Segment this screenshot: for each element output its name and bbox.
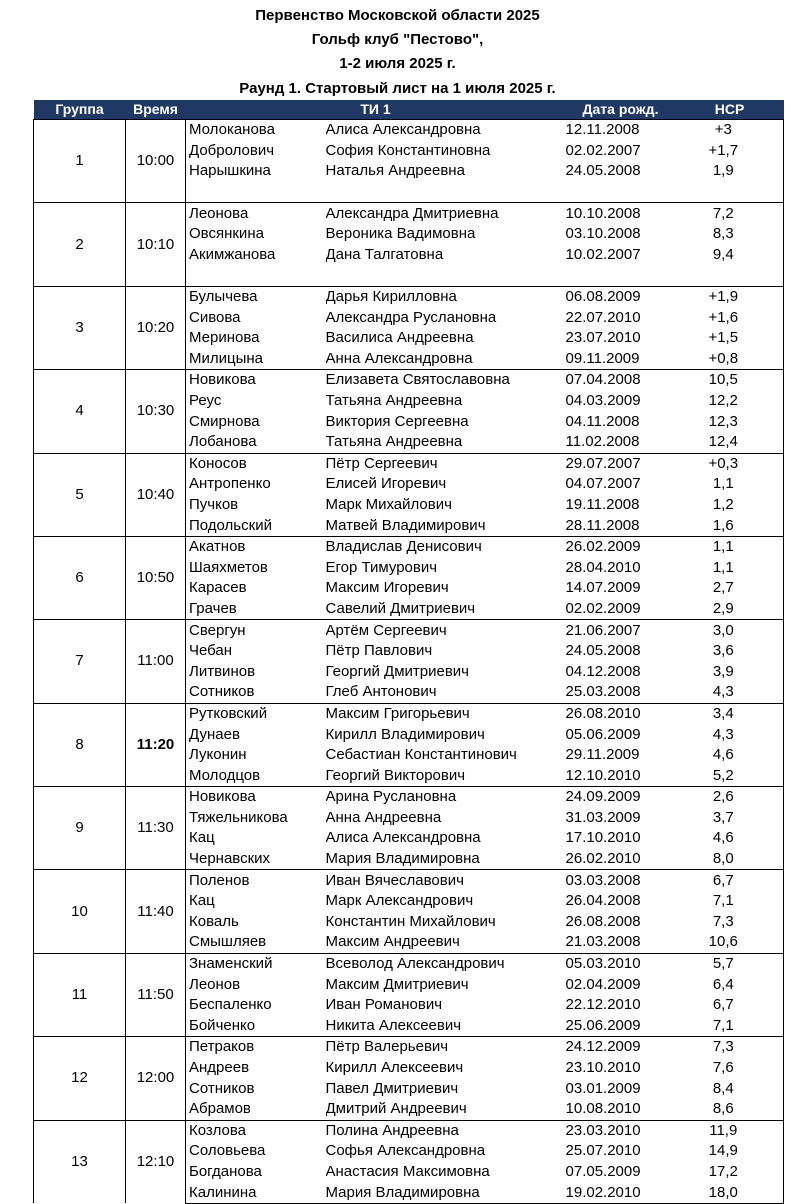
player-first-name: Алиса Александровна [326,120,566,141]
player-birth-date: 23.07.2010 [565,329,641,347]
table-row [34,370,784,391]
player-last-name: Новикова [186,370,326,391]
player-first-name: Пётр Павлович [325,642,433,660]
player-last-name: Соловьева [189,1142,266,1160]
player-last-name: Акатнов [186,536,326,557]
player-handicap: 2,7 [676,578,784,599]
player-birth-date: 28.11.2008 [565,516,640,534]
player-first-name: Мария Владимировна [326,1182,566,1203]
player-birth-date: 04.11.2008 [565,412,640,430]
group-number: 4 [34,370,126,453]
group-number: 7 [34,620,126,703]
tee-time: 10:40 [126,453,186,536]
empty-cell [676,265,784,286]
player-handicap: 4,3 [676,682,784,703]
tee-time: 10:30 [126,370,186,453]
table-row [34,203,784,224]
player-last-name: Смирнова [189,412,260,430]
empty-cell [326,265,566,286]
tee-time: 11:40 [126,870,186,953]
player-last-name: Литвинов [189,662,256,680]
player-handicap: 1,9 [676,161,784,182]
table-body [34,120,784,1204]
group-number: 6 [34,536,126,619]
table-row [34,870,784,891]
player-handicap: 3,7 [676,808,784,829]
player-last-name: Богданова [189,1162,262,1180]
player-handicap: 7,3 [676,912,784,933]
player-birth-date: 23.10.2010 [565,1059,641,1077]
tee-time: 10:20 [126,286,186,369]
player-handicap: 11,9 [676,1120,784,1141]
player-last-name: Леонов [189,975,241,993]
round-title: Раунд 1. Стартовый лист на 1 июля 2025 г. [239,80,556,97]
player-handicap: 1,6 [676,515,784,536]
player-last-name: Реус [189,392,222,410]
player-birth-date: 26.08.2010 [566,703,676,724]
player-last-name: Сотников [189,683,255,701]
player-last-name: Андреев [189,1059,250,1077]
empty-cell [186,182,326,203]
player-first-name: Елисей Игоревич [325,475,447,493]
player-handicap: 3,9 [676,661,784,682]
player-handicap: +3 [676,120,784,141]
player-first-name: Татьяна Андреевна [325,433,463,451]
group-number: 9 [34,787,126,870]
player-handicap: 6,4 [676,974,784,995]
player-last-name: Кац [189,829,215,847]
player-handicap: 3,4 [676,703,784,724]
player-first-name: Артём Сергеевич [326,620,566,641]
empty-cell [186,265,326,286]
player-last-name: Акимжанова [189,245,276,263]
player-handicap: 1,1 [676,536,784,557]
player-handicap: 17,2 [676,1162,784,1183]
player-birth-date: 03.03.2008 [566,870,676,891]
player-first-name: Максим Григорьевич [326,703,566,724]
player-handicap: +1,9 [676,286,784,307]
tee-time: 10:10 [126,203,186,286]
tee-time: 12:10 [126,1120,186,1203]
player-birth-date: 25.06.2009 [565,1016,641,1034]
player-handicap: 12,3 [676,411,784,432]
player-first-name: Александра Руслановна [325,308,497,326]
group-number: 8 [34,703,126,786]
player-last-name: Леонова [186,203,326,224]
player-birth-date: 06.08.2009 [566,286,676,307]
table-row [34,1037,784,1058]
group-number: 3 [34,286,126,369]
player-first-name: Кирилл Алексеевич [325,1059,464,1077]
player-birth-date: 10.02.2007 [565,245,641,263]
table-row [34,453,784,474]
table-row [34,703,784,724]
player-birth-date: 31.03.2009 [565,808,641,826]
group-number: 5 [34,453,126,536]
player-first-name: Мария Владимировна [325,850,480,868]
player-handicap: 7,2 [676,203,784,224]
empty-cell [326,182,566,203]
player-handicap: 4,6 [676,745,784,766]
player-first-name: Александра Дмитриевна [326,203,566,224]
player-first-name: Софья Александровна [325,1142,486,1160]
player-handicap: 2,9 [676,599,784,620]
group-number: 12 [34,1037,126,1120]
player-first-name: Полина Андреевна [326,1120,566,1141]
player-first-name: Вероника Вадимовна [325,225,476,243]
table-header-row [34,100,784,120]
player-birth-date: 19.02.2010 [566,1182,676,1203]
player-first-name: Виктория Сергеевна [325,412,469,430]
player-handicap: +1,5 [676,328,784,349]
table-row [34,536,784,557]
player-first-name: Татьяна Андреевна [325,392,463,410]
player-birth-date: 19.11.2008 [565,495,640,513]
player-handicap: 10,6 [676,932,784,953]
player-handicap: 1,2 [676,495,784,516]
player-last-name: Грачев [189,599,237,617]
player-last-name: Меринова [189,329,260,347]
player-birth-date: 24.09.2009 [566,787,676,808]
player-first-name: Марк Александрович [325,892,474,910]
player-last-name: Беспаленко [189,996,272,1014]
player-birth-date: 10.08.2010 [565,1100,641,1118]
empty-cell [566,182,676,203]
player-last-name: Поленов [186,870,326,891]
player-first-name: Иван Вячеславович [326,870,566,891]
player-birth-date: 21.06.2007 [566,620,676,641]
player-handicap: +1,6 [676,307,784,328]
player-first-name: Василиса Андреевна [325,329,474,347]
player-birth-date: 26.04.2008 [565,892,641,910]
player-handicap: 4,3 [676,724,784,745]
player-handicap: 14,9 [676,1141,784,1162]
player-last-name: Свергун [186,620,326,641]
player-handicap: 10,5 [676,370,784,391]
player-birth-date: 10.10.2008 [566,203,676,224]
tee-time: 10:50 [126,536,186,619]
player-handicap: 1,1 [676,557,784,578]
player-last-name: Чернавских [189,850,271,868]
player-last-name: Пучков [189,495,239,513]
tee-time: 11:30 [126,787,186,870]
player-birth-date: 04.12.2008 [565,662,641,680]
player-last-name: Новикова [186,787,326,808]
player-handicap: +0,3 [676,453,784,474]
player-handicap: 8,0 [676,849,784,870]
player-first-name: Марк Михайлович [325,495,452,513]
group-number: 2 [34,203,126,286]
player-handicap: 6,7 [676,870,784,891]
player-first-name: Павел Дмитриевич [325,1079,459,1097]
player-handicap: 5,2 [676,765,784,786]
player-birth-date: 03.01.2009 [565,1079,641,1097]
player-first-name: Максим Андреевич [325,933,460,951]
group-number: 13 [34,1120,126,1203]
player-birth-date: 26.02.2010 [565,850,641,868]
table-row [34,1120,784,1141]
player-last-name: Сотников [189,1079,255,1097]
column-header-group: Группа [34,100,126,120]
club-name: Гольф клуб "Пестово", [311,31,484,48]
player-birth-date: 07.04.2008 [566,370,676,391]
player-handicap: 9,4 [676,245,784,266]
player-last-name: Чебан [189,642,233,660]
empty-cell [566,265,676,286]
player-handicap: 7,1 [676,891,784,912]
player-first-name: Никита Алексеевич [325,1016,462,1034]
player-birth-date: 09.11.2009 [565,349,640,367]
player-last-name: Шаяхметов [189,558,268,576]
event-dates: 1-2 июля 2025 г. [339,55,456,72]
player-first-name: Савелий Дмитриевич [325,599,476,617]
player-first-name: Дарья Кирилловна [326,286,566,307]
table-row [34,787,784,808]
player-last-name: Козлова [186,1120,326,1141]
player-first-name: Елизавета Святославовна [326,370,566,391]
player-first-name: Всеволод Александрович [326,953,566,974]
player-first-name: Константин Михайлович [325,912,496,930]
player-first-name: Анастасия Максимовна [325,1162,490,1180]
player-handicap: +0,8 [676,349,784,370]
table-row [34,120,784,141]
player-handicap: 8,6 [676,1099,784,1120]
player-last-name: Бойченко [189,1016,256,1034]
player-birth-date: 11.02.2008 [565,433,640,451]
player-first-name: Себастиан Константинович [325,746,517,764]
player-last-name: Тяжельникова [189,808,288,826]
player-birth-date: 14.07.2009 [565,579,641,597]
player-last-name: Знаменский [186,953,326,974]
player-handicap: 1,1 [676,474,784,495]
player-last-name: Сивова [189,308,241,326]
player-first-name: Иван Романович [325,996,443,1014]
player-first-name: Георгий Дмитриевич [325,662,469,680]
player-first-name: София Константиновна [325,141,491,159]
player-first-name: Владислав Денисович [326,536,566,557]
player-handicap: +1,7 [676,141,784,162]
player-birth-date: 26.02.2009 [566,536,676,557]
tee-time: 11:00 [126,620,186,703]
player-first-name: Матвей Владимирович [325,516,486,534]
player-birth-date: 03.10.2008 [565,225,641,243]
player-birth-date: 24.12.2009 [566,1037,676,1058]
player-birth-date: 29.07.2007 [566,453,676,474]
player-birth-date: 04.07.2007 [565,475,641,493]
player-birth-date: 05.06.2009 [565,725,641,743]
tee-time: 11:20 [126,703,186,786]
table-row [34,286,784,307]
player-birth-date: 17.10.2010 [565,829,641,847]
table-row [34,620,784,641]
player-birth-date: 28.04.2010 [565,558,641,576]
player-first-name: Алиса Александровна [325,829,481,847]
player-first-name: Глеб Антонович [325,683,437,701]
player-last-name: Дунаев [189,725,240,743]
column-header-hcp: HCP [676,100,784,120]
player-last-name: Лобанова [189,433,257,451]
player-handicap: 5,7 [676,953,784,974]
player-first-name: Анна Александровна [325,349,473,367]
column-header-time: Время [126,100,186,120]
player-handicap: 6,7 [676,995,784,1016]
player-handicap: 12,4 [676,432,784,453]
player-handicap: 4,6 [676,828,784,849]
player-handicap: 2,6 [676,787,784,808]
player-last-name: Овсянкина [189,225,264,243]
player-first-name: Дана Талгатовна [325,245,444,263]
championship-title: Первенство Московской области 2025 [255,7,540,24]
player-birth-date: 26.08.2008 [565,912,641,930]
player-first-name: Пётр Валерьевич [326,1037,566,1058]
player-last-name: Рутковский [186,703,326,724]
player-birth-date: 22.12.2010 [565,996,641,1014]
player-birth-date: 24.05.2008 [565,642,641,660]
player-birth-date: 22.07.2010 [565,308,641,326]
player-last-name: Карасев [189,579,247,597]
tee-time: 12:00 [126,1037,186,1120]
player-first-name: Максим Игоревич [325,579,449,597]
player-handicap: 8,4 [676,1078,784,1099]
player-last-name: Добролович [189,141,275,159]
player-first-name: Дмитрий Андреевич [325,1100,467,1118]
player-last-name: Коносов [186,453,326,474]
player-birth-date: 25.07.2010 [565,1142,641,1160]
player-birth-date: 05.03.2010 [566,953,676,974]
player-birth-date: 29.11.2009 [565,746,640,764]
group-number: 1 [34,120,126,203]
player-birth-date: 12.11.2008 [566,120,676,141]
player-last-name: Подольский [189,516,272,534]
player-birth-date: 02.02.2007 [565,141,641,159]
player-birth-date: 12.10.2010 [565,766,641,784]
player-last-name: Абрамов [189,1100,251,1118]
player-last-name: Милицына [189,349,264,367]
player-last-name: Булычева [186,286,326,307]
start-list-table [33,100,784,1204]
player-last-name: Антропенко [189,475,271,493]
player-birth-date: 24.05.2008 [565,162,641,180]
player-last-name: Кац [189,892,215,910]
player-birth-date: 23.03.2010 [566,1120,676,1141]
player-first-name: Максим Дмитриевич [325,975,469,993]
player-first-name: Анна Андреевна [325,808,442,826]
tee-time: 11:50 [126,953,186,1036]
player-first-name: Арина Руслановна [326,787,566,808]
player-first-name: Пётр Сергеевич [326,453,566,474]
player-handicap: 7,1 [676,1016,784,1037]
tee-time: 10:00 [126,120,186,203]
player-first-name: Егор Тимурович [325,558,438,576]
player-last-name: Смышляев [189,933,267,951]
player-handicap: 8,3 [676,224,784,245]
player-birth-date: 02.04.2009 [565,975,641,993]
player-first-name: Георгий Викторович [325,766,466,784]
player-first-name: Кирилл Владимирович [325,725,485,743]
player-birth-date: 21.03.2008 [565,933,641,951]
player-handicap: 18,0 [676,1182,784,1203]
player-birth-date: 07.05.2009 [565,1162,641,1180]
player-first-name: Наталья Андреевна [325,162,465,180]
empty-cell [676,182,784,203]
player-handicap: 3,0 [676,620,784,641]
group-number: 11 [34,953,126,1036]
group-number: 10 [34,870,126,953]
player-handicap: 12,2 [676,391,784,412]
player-handicap: 7,3 [676,1037,784,1058]
player-handicap: 7,6 [676,1058,784,1079]
player-birth-date: 04.03.2009 [565,392,641,410]
table-row [34,953,784,974]
player-birth-date: 25.03.2008 [565,683,641,701]
player-last-name: Молодцов [189,766,261,784]
player-last-name: Нарышкина [189,162,271,180]
column-header-name: ТИ 1 [186,100,566,120]
player-last-name: Молоканова [186,120,326,141]
column-header-date: Дата рожд. [566,100,676,120]
player-last-name: Калинина [186,1182,326,1203]
player-handicap: 3,6 [676,641,784,662]
player-last-name: Луконин [189,746,247,764]
player-birth-date: 02.02.2009 [565,599,641,617]
player-last-name: Петраков [186,1037,326,1058]
player-last-name: Коваль [189,912,239,930]
